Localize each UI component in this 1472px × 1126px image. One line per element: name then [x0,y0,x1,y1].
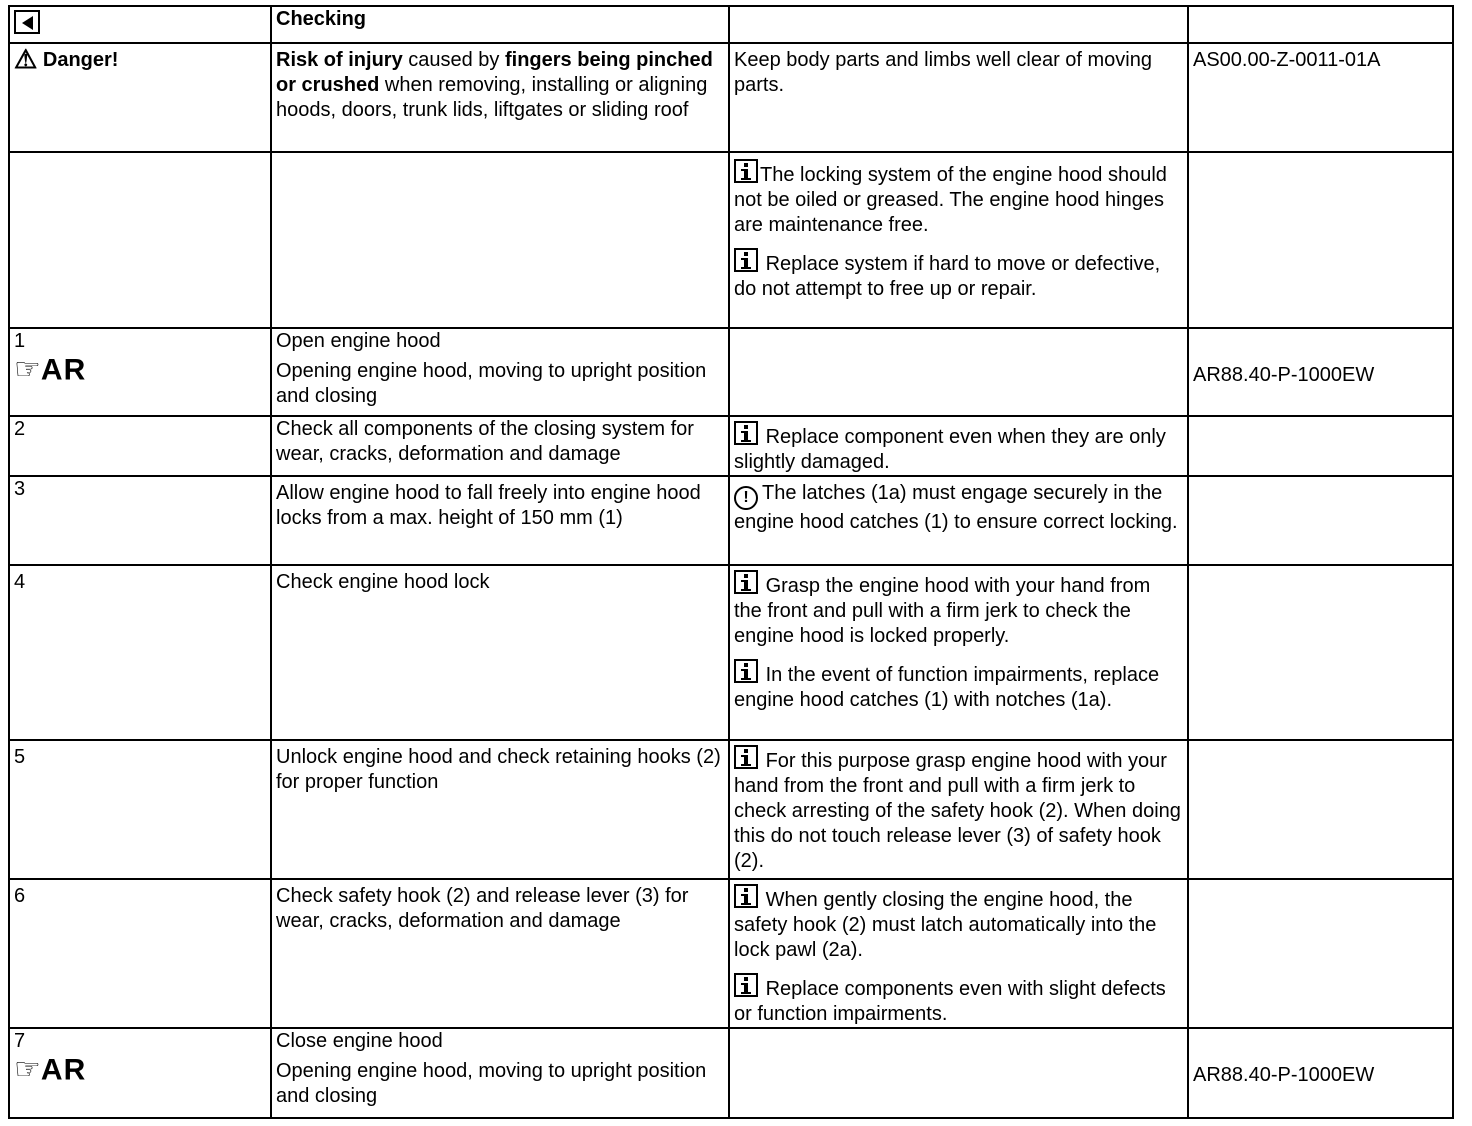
step-action: Check all components of the closing system for wear, cracks, deformation and damage [271,416,729,476]
note: Replace components even with slight defects or function impairments. [734,973,1183,1027]
step-action: Close engine hood [276,1030,443,1052]
step-reference[interactable]: AR88.40-P-1000EW [1188,1028,1453,1118]
step-sub: Opening engine hood, moving to upright position and closing [276,1060,707,1107]
note: The locking system of the engine hood should not be oiled or greased. The engine hood hinges are maintenance free. [734,159,1183,238]
info-icon [734,884,758,908]
note: For this purpose grasp engine hood with your hand from the front and pull with a firm jerk to check arresting of the safety hook (2). When doing this do not touch release lever (3) of safety hook (2). [734,745,1183,874]
note: Grasp the engine hood with your hand from the front and pull with a firm jerk to check the engine hood is locked properly. [734,570,1183,649]
note: In the event of function impairments, replace engine hood catches (1) with notches (1a). [734,659,1183,713]
step-number: 2 [9,416,271,476]
info-icon [734,745,758,769]
info-icon [734,659,758,683]
info-icon [734,421,758,445]
step-action: Open engine hood [276,330,441,352]
step-action: Allow engine hood to fall freely into engine hood locks from a max. height of 150 mm (1) [271,476,729,565]
step-reference[interactable]: AR88.40-P-1000EW [1188,328,1453,416]
pointing-hand-icon: ☞ [14,1053,41,1086]
back-arrow-icon[interactable] [14,10,40,34]
step-row-4 [9,565,1453,740]
info-icon [734,570,758,594]
step-row-7 [9,1028,1453,1118]
step-number: 1 [14,330,26,352]
section-title: Checking [271,6,729,43]
pointing-hand-icon: ☞ [14,353,41,386]
step-action: Check engine hood lock [271,565,729,740]
info-icon [734,159,758,183]
step-row-2 [9,416,1453,476]
step-number: 3 [9,476,271,565]
header-row [9,6,1453,43]
warning-triangle-icon: ⚠ [14,44,38,74]
step-row-3 [9,476,1453,565]
step-number: 5 [9,740,271,879]
note: When gently closing the engine hood, the safety hook (2) must latch automatically into the lock pawl (2a). [734,884,1183,963]
step-number: 4 [9,565,271,740]
general-notes-row [9,152,1453,328]
ar-label: AR [40,1053,87,1087]
caution-note: ! The latches (1a) must engage securely in the engine hood catches (1) to ensure correct locking. [734,482,1178,533]
back-cell[interactable] [9,6,271,43]
step-number: 7 [14,1030,26,1052]
note: Replace system if hard to move or defective, do not attempt to free up or repair. [734,248,1183,302]
ar-label: AR [40,353,87,387]
caution-icon: ! [734,486,758,510]
danger-text: Risk of injury caused by fingers being pinched or crushed when removing, installing or aligning hoods, doors, trunk lids, liftgates or sliding roof [271,43,729,152]
danger-label: Danger! [42,49,119,71]
step-row-1 [9,328,1453,416]
step-row-5 [9,740,1453,879]
danger-row [9,43,1453,152]
danger-instruction: Keep body parts and limbs well clear of moving parts. [729,43,1188,152]
step-sub: Opening engine hood, moving to upright position and closing [276,360,707,407]
step-number: 6 [9,879,271,1028]
info-icon [734,248,758,272]
info-icon [734,973,758,997]
step-row-6 [9,879,1453,1028]
step-action: Unlock engine hood and check retaining hooks (2) for proper function [271,740,729,879]
step-action: Check safety hook (2) and release lever (3) for wear, cracks, deformation and damage [271,879,729,1028]
procedure-table [8,5,1454,1119]
danger-reference[interactable]: AS00.00-Z-0011-01A [1188,43,1453,152]
note: Replace component even when they are only slightly damaged. [734,421,1183,475]
